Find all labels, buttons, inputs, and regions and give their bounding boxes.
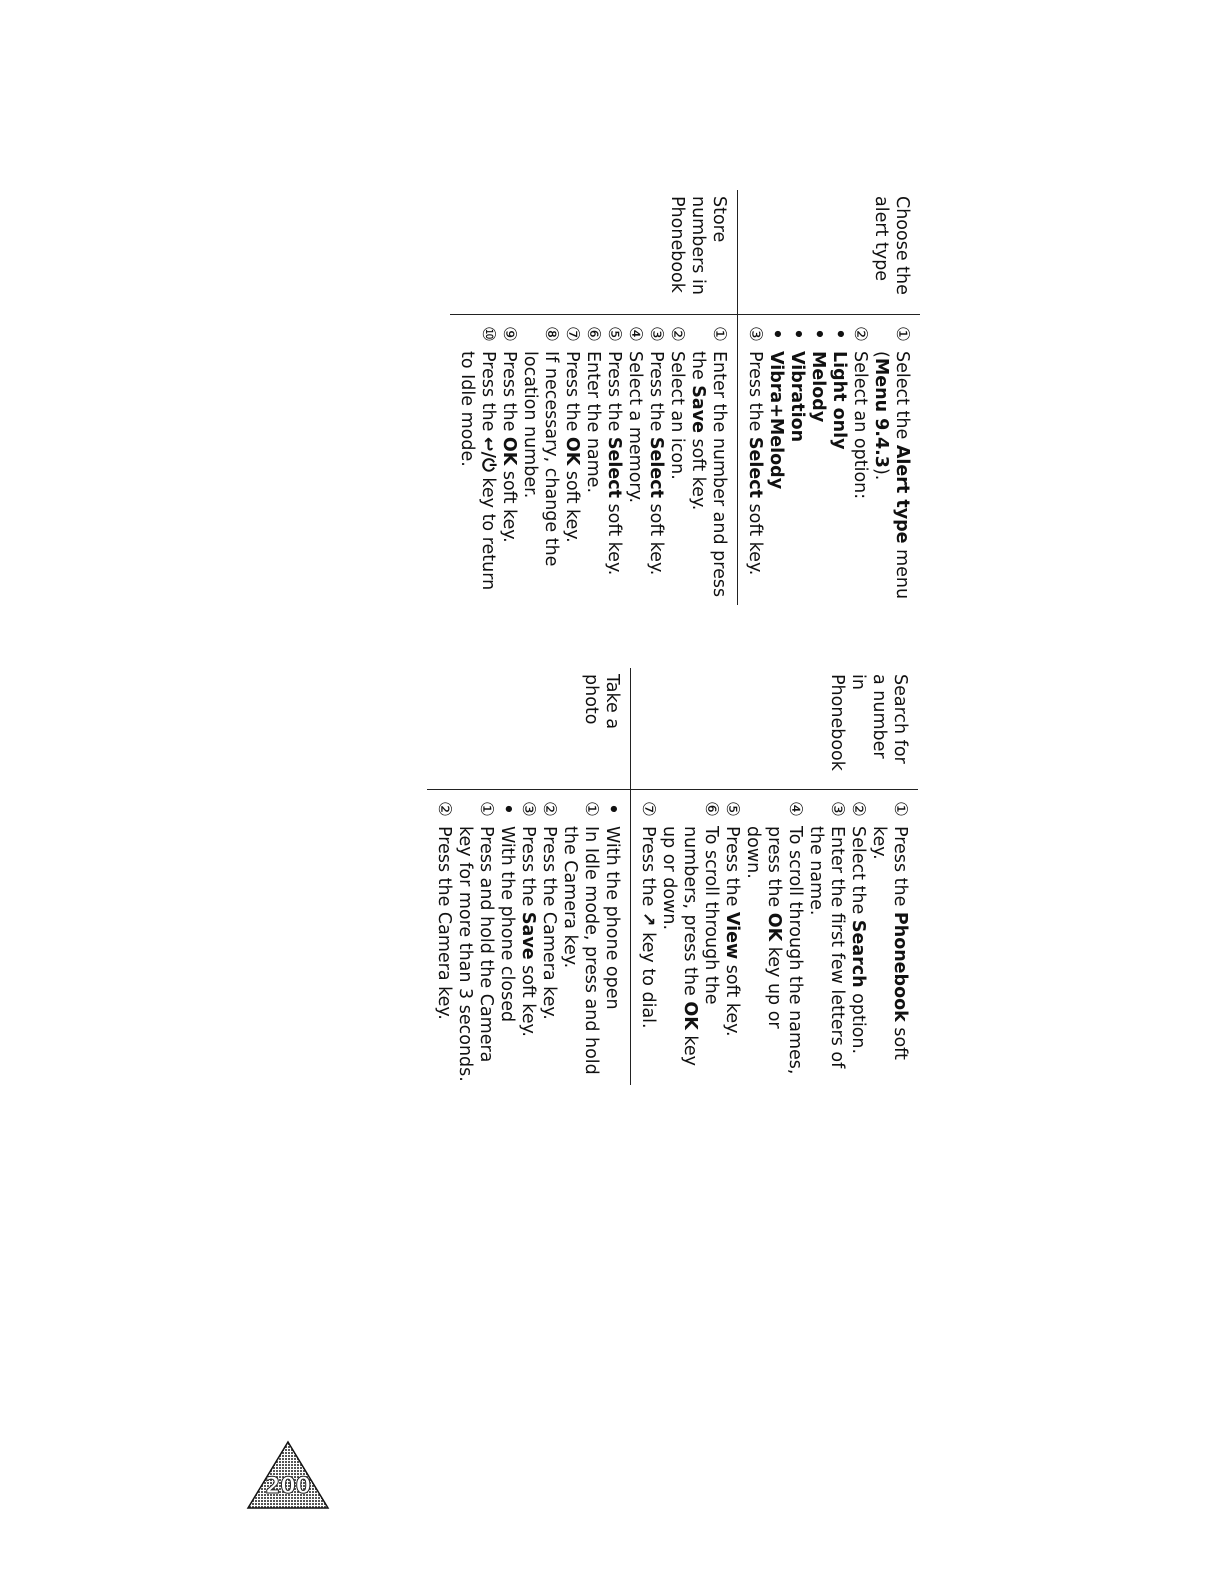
step-item <box>637 800 658 1085</box>
step-text: Select an icon. <box>667 351 687 480</box>
step-text: soft key. <box>562 465 582 543</box>
step-item <box>454 800 496 1085</box>
step-text: To scroll through the numbers, press the <box>680 826 721 1005</box>
step-text: Select an option: <box>850 351 870 500</box>
step-number: ③ <box>646 326 666 342</box>
step-number: ⑦ <box>562 326 582 342</box>
step-text: Press and hold the Camera key for more than 3 seconds. <box>455 826 496 1082</box>
step-item <box>519 325 561 605</box>
option-item <box>807 325 828 605</box>
task-label: Take a photo <box>427 668 630 790</box>
step-item <box>868 800 910 1085</box>
step-text: Press the Camera key. <box>539 826 559 1020</box>
step-item <box>805 800 847 1085</box>
bold-term: Alert type <box>892 444 912 544</box>
step-text: soft key. <box>869 826 910 1060</box>
step-number: ① <box>890 801 910 817</box>
step-item <box>624 325 645 605</box>
step-text: key to return to Idle mode. <box>457 351 498 591</box>
step-text: menu ( <box>871 351 912 600</box>
step-text: Press the <box>499 351 519 437</box>
step-number: ② <box>848 801 868 817</box>
step-item <box>496 800 517 1085</box>
step-text: Enter the number and press the <box>688 351 729 598</box>
bold-term: Light only <box>829 351 849 450</box>
bold-term: ↩/⏻ <box>478 436 498 472</box>
bold-term: Search <box>848 919 868 988</box>
step-item <box>538 800 559 1085</box>
option-item <box>765 325 786 605</box>
step-number: ⑨ <box>499 326 519 342</box>
step-item <box>721 800 742 1085</box>
step-number: ③ <box>518 801 538 817</box>
step-text: Press the <box>478 351 498 437</box>
step-number: • <box>808 328 828 340</box>
step-item <box>433 800 454 1085</box>
step-number: ④ <box>785 801 805 817</box>
step-text: soft key. <box>688 433 708 511</box>
step-number: ① <box>476 801 496 817</box>
step-number: • <box>602 803 622 815</box>
step-number: ② <box>667 326 687 342</box>
step-text: Press the <box>646 351 666 437</box>
step-text: Press the <box>562 351 582 437</box>
step-number: ④ <box>625 326 645 342</box>
step-item <box>742 800 805 1085</box>
step-number: • <box>829 328 849 340</box>
bold-term: ↗ <box>638 911 658 927</box>
step-item <box>645 325 666 605</box>
step-number: • <box>497 803 517 815</box>
table-row <box>427 668 631 1085</box>
step-text: option. <box>848 987 868 1055</box>
step-item <box>666 325 687 605</box>
table-alert-phonebook <box>306 190 920 605</box>
bold-term: Melody <box>808 351 828 423</box>
step-text: To scroll through the names, press the <box>764 826 805 1075</box>
step-text: Press the <box>604 351 624 437</box>
step-text: soft key. <box>646 498 666 576</box>
step-text: Press the <box>722 826 742 912</box>
step-text: soft key. <box>604 498 624 576</box>
step-number: ⑤ <box>604 326 624 342</box>
page-number: 200 <box>265 1474 311 1499</box>
step-text: soft key. <box>499 465 519 543</box>
step-text: Press the Camera key. <box>434 826 454 1020</box>
step-item <box>603 325 624 605</box>
table-row <box>450 190 738 605</box>
bold-term: View <box>722 911 742 960</box>
task-label: Store numbers in Phonebook <box>450 190 737 315</box>
step-list <box>738 315 920 605</box>
step-text: soft key. <box>745 498 765 576</box>
step-list <box>631 790 918 1085</box>
step-text: Select a memory. <box>625 351 645 504</box>
step-number: ⑥ <box>701 801 721 817</box>
step-text: soft key. <box>722 959 742 1037</box>
step-number: ② <box>434 801 454 817</box>
step-item <box>517 800 538 1085</box>
bold-term: Save <box>688 385 708 433</box>
bold-term: OK <box>562 436 582 466</box>
step-number: • <box>766 328 786 340</box>
step-text: ). <box>871 467 891 481</box>
task-label: Choose the alert type <box>738 190 920 315</box>
step-number: ⑥ <box>583 326 603 342</box>
task-label: Search for a number in Phonebook <box>631 668 918 790</box>
step-number: ⑩ <box>478 326 498 342</box>
step-item <box>658 800 721 1085</box>
step-text: Select the <box>848 826 868 920</box>
step-text: Select the <box>892 351 912 445</box>
step-text: key up or down. <box>743 826 784 1029</box>
step-text: Press the <box>518 826 538 912</box>
step-text: If necessary, change the location number. <box>520 351 561 567</box>
table-row <box>738 190 920 605</box>
step-item <box>601 800 622 1085</box>
bold-term: Select <box>745 436 765 498</box>
option-item <box>786 325 807 605</box>
step-text: key up or down. <box>659 826 700 1066</box>
step-number: ⑤ <box>722 801 742 817</box>
step-list <box>450 315 737 605</box>
step-item <box>582 325 603 605</box>
step-text: With the phone open <box>602 826 622 1010</box>
step-item <box>456 325 498 605</box>
step-text: Press the <box>638 826 658 912</box>
bold-term: Phonebook <box>890 911 910 1022</box>
step-number: ① <box>709 326 729 342</box>
step-list <box>427 790 630 1085</box>
bold-term: Select <box>646 436 666 498</box>
step-number: ② <box>850 326 870 342</box>
step-item <box>559 800 601 1085</box>
step-number: ⑧ <box>541 326 561 342</box>
bold-term: OK <box>499 436 519 466</box>
bold-term: Save <box>518 911 538 960</box>
option-item <box>828 325 849 605</box>
bold-term: OK <box>680 1001 700 1030</box>
step-text: key to dial. <box>638 926 658 1029</box>
step-text: soft key. <box>518 959 538 1037</box>
step-text: Press the <box>890 826 910 912</box>
bold-term: Select <box>604 436 624 498</box>
step-text: Press the <box>745 351 765 437</box>
step-text: In Idle mode, press and hold the Camera key. <box>560 826 601 1075</box>
step-item <box>870 325 912 605</box>
bold-term: OK <box>764 912 784 942</box>
step-item <box>498 325 519 605</box>
step-item <box>849 325 870 605</box>
step-item <box>687 325 729 605</box>
bold-term: Menu 9.4.3 <box>871 357 891 468</box>
step-item <box>561 325 582 605</box>
step-text: With the phone closed <box>497 826 517 1023</box>
page-number-badge <box>246 1440 330 1510</box>
step-item <box>847 800 868 1085</box>
step-number: ① <box>892 326 912 342</box>
step-number: ③ <box>827 801 847 817</box>
step-text: Enter the first few letters of the name. <box>806 826 847 1069</box>
step-number: ③ <box>745 326 765 342</box>
step-number: ⑦ <box>638 801 658 817</box>
step-item <box>744 325 765 605</box>
bold-term: Vibra+Melody <box>766 351 786 490</box>
bold-term: Vibration <box>787 351 807 443</box>
step-text: Enter the name. <box>583 351 603 494</box>
table-search-photo <box>254 668 918 1085</box>
step-number: ① <box>581 801 601 817</box>
step-number: ② <box>539 801 559 817</box>
table-row <box>631 668 918 1085</box>
step-number: • <box>787 328 807 340</box>
